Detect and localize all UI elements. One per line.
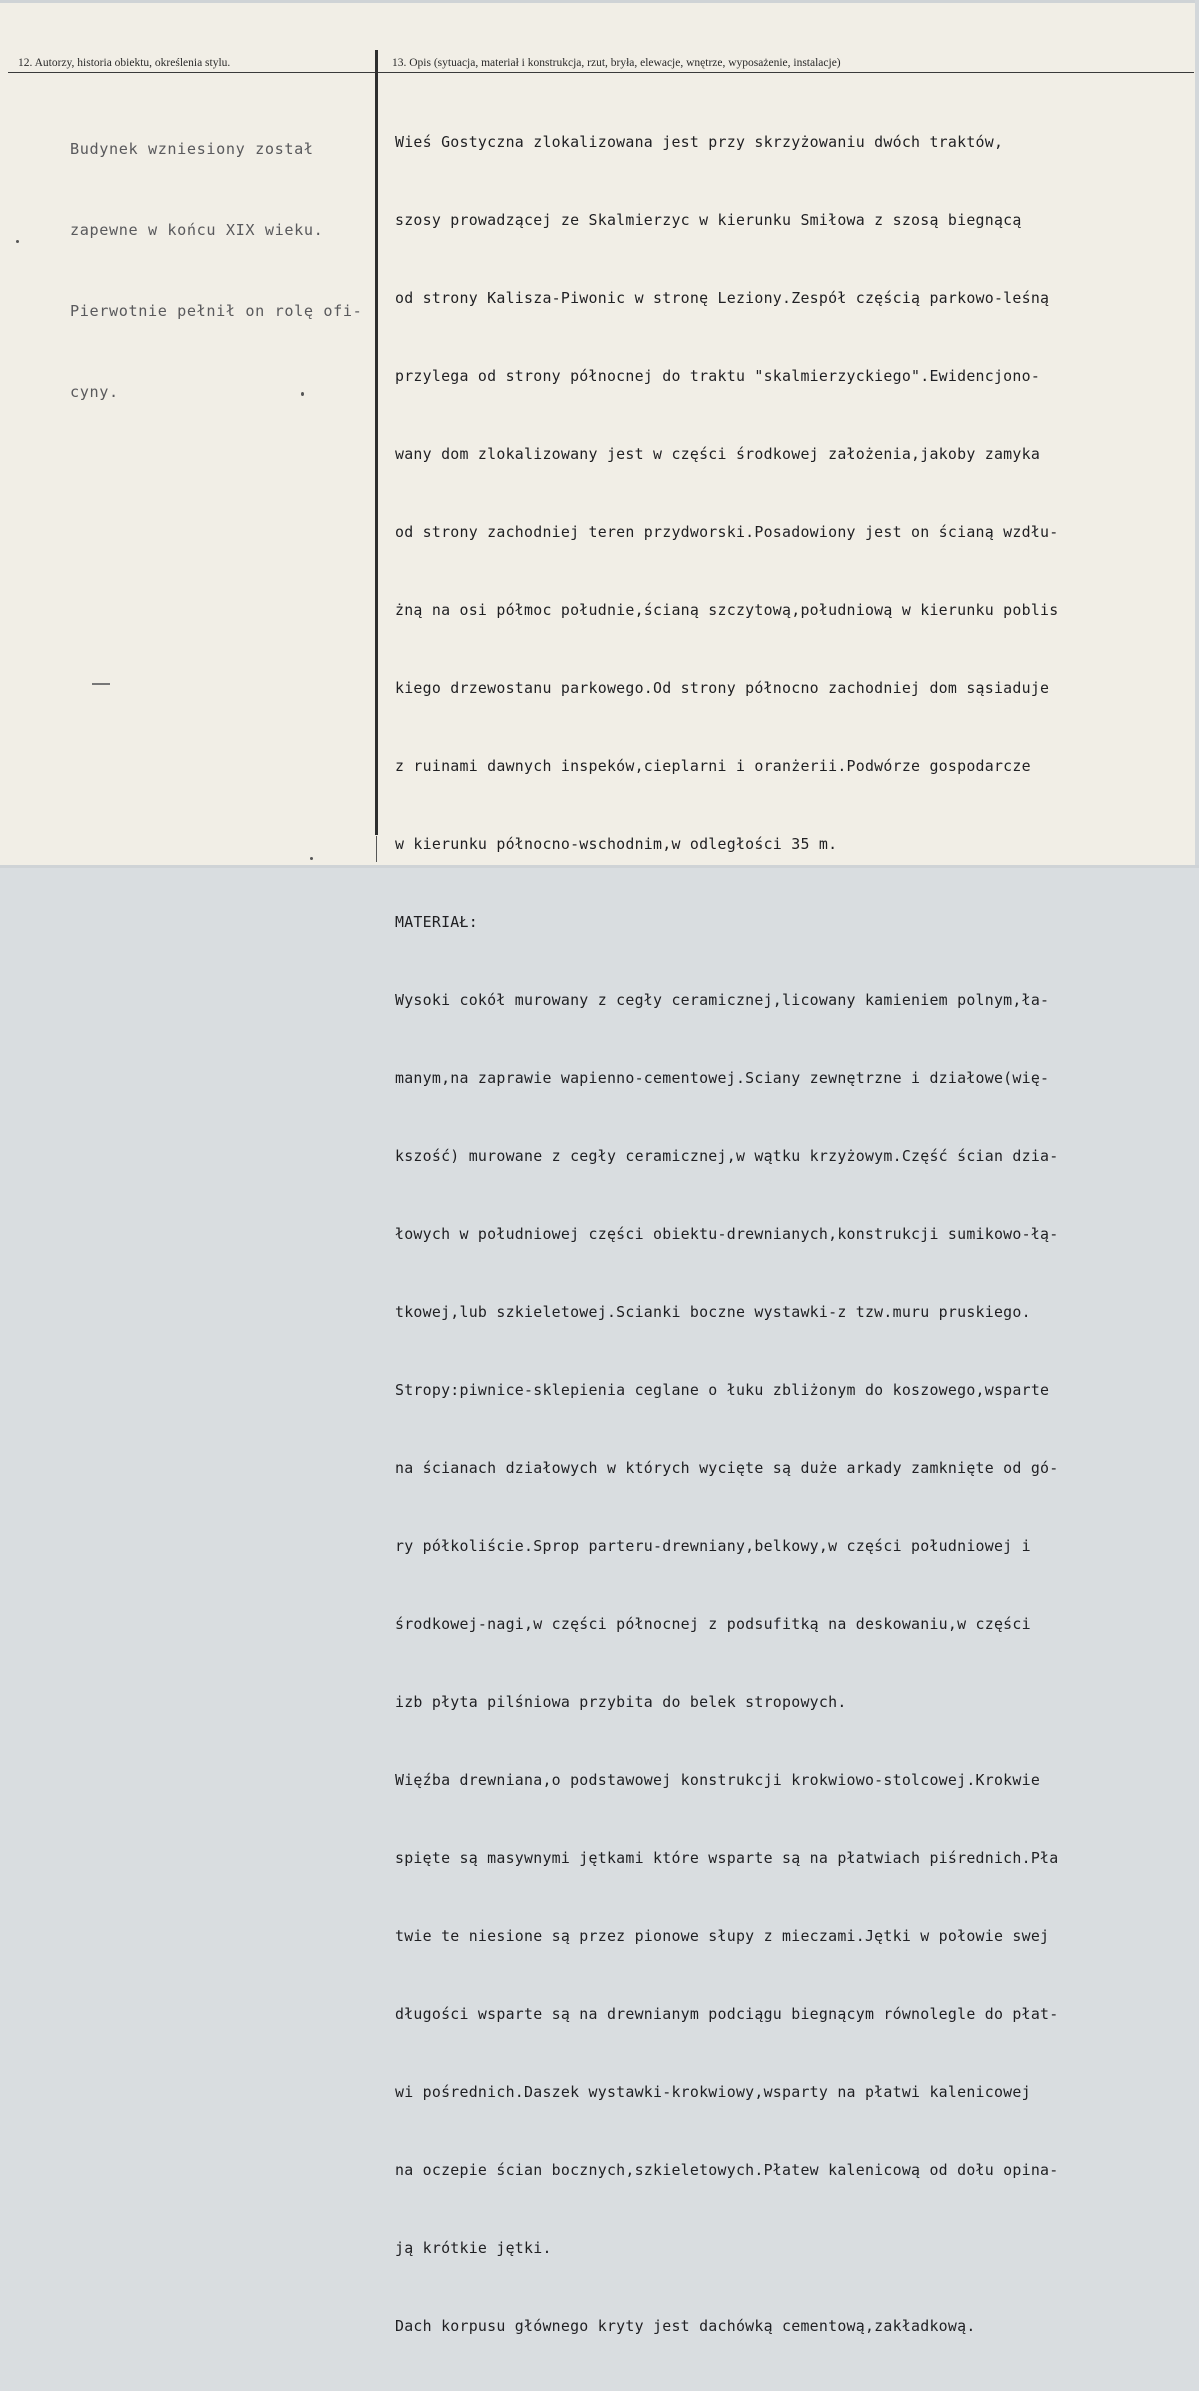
field-13-line: kszość) murowane z cegły ceramicznej,w wątku krzyżowym.Część ścian dzia- <box>395 1147 1059 1165</box>
scan-dash-mark <box>92 683 110 685</box>
field-13-line: długości wsparte są na drewnianym podciągu biegnącym równolegle do płat- <box>395 2005 1059 2023</box>
field-12-line: zapewne w końcu XIX wieku. <box>70 221 324 239</box>
field-13-line: MATERIAŁ: <box>395 913 478 931</box>
field-13-line: z ruinami dawnych inspeków,cieplarni i oranżerii.Podwórze gospodarcze <box>395 757 1031 775</box>
field-13-text <box>395 77 1058 2391</box>
field-13-line: manym,na zaprawie wapienno-cementowej.Sciany zewnętrzne i działowe(wię- <box>395 1069 1050 1087</box>
field-13-line: na oczepie ścian bocznych,szkieletowych.Płatew kalenicową od dołu opina- <box>395 2161 1059 2179</box>
field-13-line: Wysoki cokół murowany z cegły ceramicznej,licowany kamieniem polnym,ła- <box>395 991 1050 1009</box>
field-13-line: na ścianach działowych w których wycięte są duże arkady zamknięte od gó- <box>395 1459 1059 1477</box>
field-13-line: izb płyta pilśniowa przybita do belek stropowych. <box>395 1693 847 1711</box>
field-13-label: 13. Opis (sytuacja, materiał i konstrukcja, rzut, bryła, elewacje, wnętrze, wyposażenie, instalacje) <box>392 57 841 69</box>
header-rule <box>8 72 1194 73</box>
scan-speck <box>310 857 313 860</box>
field-12-line: cyny. <box>70 383 119 401</box>
field-13-line: tkowej,lub szkieletowej.Scianki boczne wystawki-z tzw.muru pruskiego. <box>395 1303 1031 1321</box>
field-13-line: Wieś Gostyczna zlokalizowana jest przy skrzyżowaniu dwóch traktów, <box>395 133 1004 151</box>
field-13-line: ją krótkie jętki. <box>395 2239 552 2257</box>
field-13-line: Dach korpusu głównego kryty jest dachówką cementową,zakładkową. <box>395 2317 976 2335</box>
scan-edge-right <box>1195 0 1199 868</box>
field-13-line: kiego drzewostanu parkowego.Od strony północno zachodniej dom sąsiaduje <box>395 679 1050 697</box>
field-13-line: ry półkoliście.Sprop parteru-drewniany,belkowy,w części południowej i <box>395 1537 1031 1555</box>
field-13-line: spięte są masywnymi jętkami które wsparte są na płatwiach piśrednich.Pła <box>395 1849 1059 1867</box>
column-divider-tail <box>376 836 377 862</box>
field-12-text <box>70 82 362 460</box>
field-13-line: w kierunku północno-wschodnim,w odległości 35 m. <box>395 835 838 853</box>
field-13-line: łowych w południowej części obiektu-drewnianych,konstrukcji sumikowo-łą- <box>395 1225 1059 1243</box>
field-13-line: twie te niesione są przez pionowe słupy z mieczami.Jętki w połowie swej <box>395 1927 1050 1945</box>
field-12-line: Budynek wzniesiony został <box>70 140 314 158</box>
column-divider <box>375 50 378 835</box>
field-13-line: szosy prowadzącej ze Skalmierzyc w kierunku Smiłowa z szosą biegnącą <box>395 211 1022 229</box>
field-13-line: Stropy:piwnice-sklepienia ceglane o łuku zbliżonym do koszowego,wsparte <box>395 1381 1050 1399</box>
scan-speck <box>16 240 19 243</box>
field-12-label: 12. Autorzy, historia obiektu, określenia stylu. <box>18 57 231 69</box>
field-13-line: żną na osi półmoc południe,ścianą szczytową,południową w kierunku poblis <box>395 601 1059 619</box>
field-13-line: przylega od strony północnej do traktu "skalmierzyckiego".Ewidencjono- <box>395 367 1041 385</box>
field-13-line: od strony Kalisza-Piwonic w stronę Leziony.Zespół częścią parkowo-leśną <box>395 289 1050 307</box>
field-12-line: Pierwotnie pełnił on rolę ofi- <box>70 302 363 320</box>
field-13-line: środkowej-nagi,w części północnej z podsufitką na deskowaniu,w części <box>395 1615 1031 1633</box>
field-13-line: Więźba drewniana,o podstawowej konstrukcji krokwiowo-stolcowej.Krokwie <box>395 1771 1041 1789</box>
field-13-line: wany dom zlokalizowany jest w części środkowej założenia,jakoby zamyka <box>395 445 1041 463</box>
scan-edge-top <box>0 0 1199 3</box>
field-13-line: od strony zachodniej teren przydworski.Posadowiony jest on ścianą wzdłu- <box>395 523 1059 541</box>
scan-speck <box>301 392 304 396</box>
field-13-line: wi pośrednich.Daszek wystawki-krokwiowy,wsparty na płatwi kalenicowej <box>395 2083 1031 2101</box>
